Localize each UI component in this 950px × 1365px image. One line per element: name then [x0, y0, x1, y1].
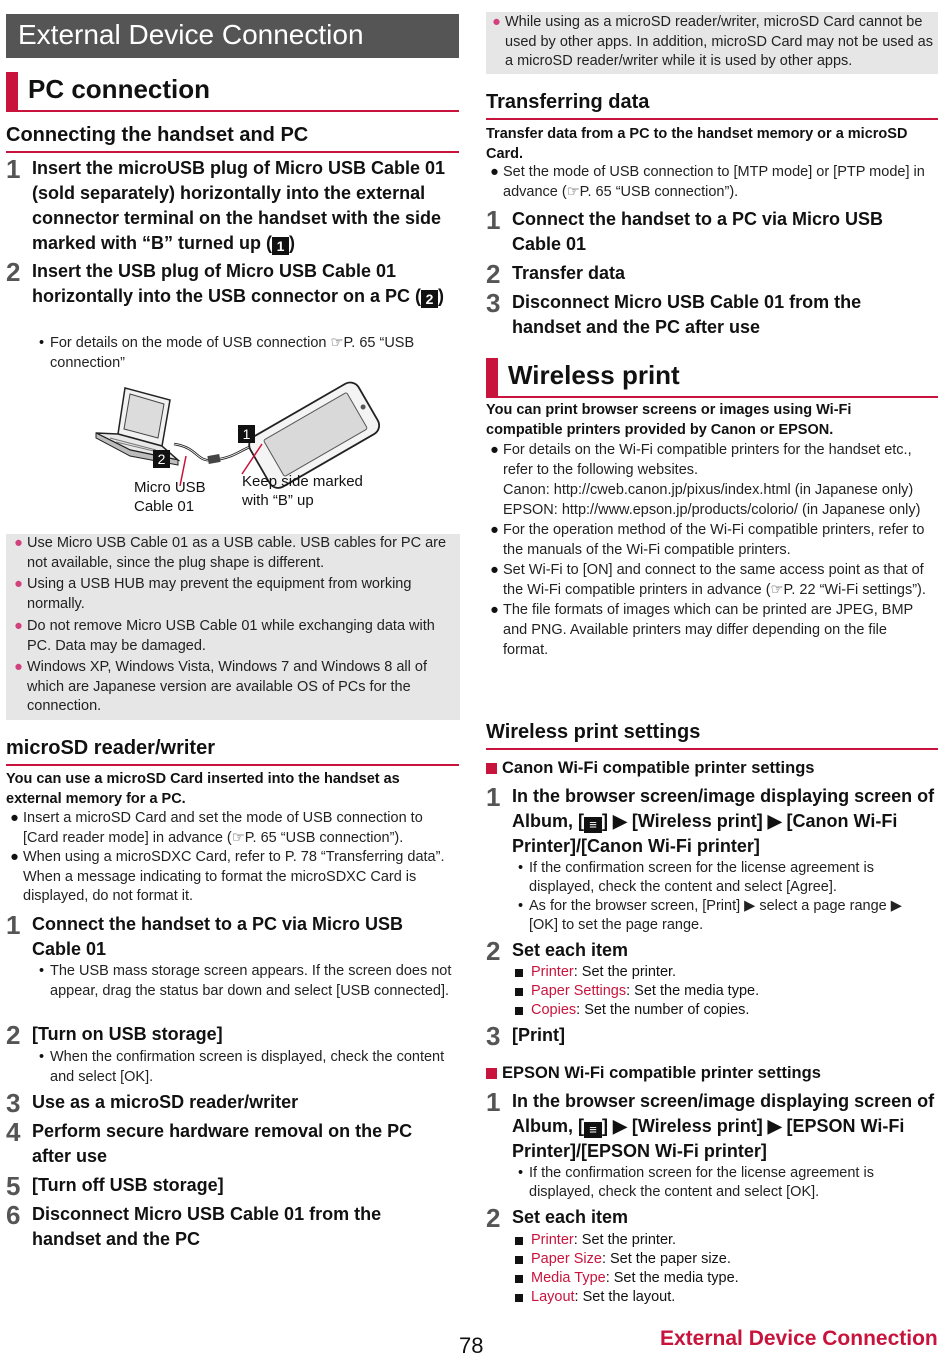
- microsd-step-2: [6, 1022, 446, 1048]
- canon-step-3: [486, 1023, 936, 1049]
- bullet-text: Insert a microSD Card and set the mode of USB connection to [Card reader mode] in advance (☞P. 65 “USB connection”).: [23, 810, 423, 846]
- microsd-step-4: [6, 1119, 446, 1169]
- setting-desc: : Set the media type.: [605, 1270, 739, 1286]
- microsd-bullets: [6, 809, 456, 907]
- transfer-step-2: [486, 261, 916, 287]
- bullet-text: Set Wi-Fi to [ON] and connect to the same access point as that of the Wi-Fi compatible printers in advance (☞P. 22 “Wi-Fi settings”).: [503, 562, 926, 598]
- subheading-wireless-settings: Wireless print settings: [486, 721, 938, 750]
- pc-step-1: [6, 156, 458, 256]
- transfer-step-3: [486, 290, 916, 340]
- bullet-line: For details on the Wi-Fi compatible printers for the handset etc., refer to the following websites.: [503, 442, 912, 478]
- subsection-text: EPSON Wi-Fi compatible printer settings: [502, 1064, 821, 1082]
- bullet-dot: •: [38, 1049, 45, 1065]
- square-marker: [515, 1007, 523, 1015]
- step-number: 2: [6, 257, 21, 287]
- step-text: [Turn off USB storage]: [32, 1175, 224, 1195]
- menu-icon: ≡: [584, 817, 602, 833]
- step-text: [512, 1089, 936, 1164]
- step-text: [512, 784, 936, 859]
- bullet-dot: •: [38, 963, 45, 979]
- step-text: Set each item: [512, 1207, 629, 1227]
- step-text-post: ] ▶ [Wireless print] ▶ [Canon Wi-Fi Printer]/[Canon Wi-Fi printer]: [512, 811, 898, 856]
- pc-notes-box: [6, 534, 460, 720]
- bullet-dot: ●: [14, 576, 23, 592]
- square-marker: [515, 988, 523, 996]
- step-number: 6: [6, 1200, 21, 1230]
- bullet-dot: ●: [10, 810, 19, 826]
- section-heading-wireless-print: [486, 358, 938, 398]
- step-number: 2: [486, 936, 501, 966]
- page-number: 78: [459, 1333, 484, 1358]
- bullet-dot: ●: [14, 659, 23, 675]
- bullet-dot: ●: [490, 602, 499, 618]
- step-number: 2: [6, 1020, 21, 1050]
- section-marker: [6, 72, 18, 110]
- step-number: 1: [486, 205, 501, 235]
- setting-desc: : Set the paper size.: [601, 1251, 731, 1267]
- epson-step-1: [486, 1089, 936, 1164]
- note-text: Do not remove Micro USB Cable 01 while exchanging data with PC. Data may be damaged.: [27, 618, 435, 654]
- note-text: Using a USB HUB may prevent the equipment from working normally.: [27, 576, 412, 612]
- setting-desc: : Set the printer.: [573, 1232, 677, 1248]
- square-marker: [486, 1068, 497, 1079]
- setting-item: [513, 1231, 933, 1250]
- subsection-text: Canon Wi-Fi compatible printer settings: [502, 759, 815, 777]
- bullet-text: Set the mode of USB connection to [MTP mode] or [PTP mode] in advance (☞P. 65 “USB connection”).: [503, 164, 925, 200]
- note-text: If the confirmation screen for the license agreement is displayed, check the content and select [OK].: [529, 1165, 874, 1200]
- section-title: PC connection: [28, 74, 211, 104]
- step-number: 2: [486, 259, 501, 289]
- canon-url: Canon: http://cweb.canon.jp/pixus/index.html (in Japanese only): [503, 482, 914, 498]
- bullet-text: When using a microSDXC Card, refer to P. 78 “Transferring data”. When a message indicating to format the microSDXC Card is displayed, do not format it.: [23, 849, 445, 904]
- bullet-dot: •: [517, 860, 524, 876]
- setting-desc: : Set the printer.: [573, 964, 677, 980]
- chapter-title-bar: [6, 14, 459, 58]
- bullet-dot: ●: [492, 14, 501, 30]
- pc-step-2: [6, 259, 446, 309]
- step-text: Use as a microSD reader/writer: [32, 1092, 299, 1112]
- setting-desc: : Set the media type.: [626, 983, 760, 999]
- epson-step-1-note: [512, 1164, 932, 1202]
- setting-key: Media Type: [531, 1270, 606, 1286]
- bullet-dot: ●: [490, 562, 499, 578]
- subheading-transferring: Transferring data: [486, 91, 938, 120]
- microsd-lead: You can use a microSD Card inserted into the handset as external memory for a PC.: [6, 771, 400, 807]
- bullet-dot: ●: [490, 442, 499, 458]
- bullet-dot: ●: [490, 522, 499, 538]
- transferring-bullet: [486, 163, 936, 202]
- transfer-step-1: [486, 207, 916, 257]
- badge-1: 1: [272, 237, 289, 255]
- note-text: The USB mass storage screen appears. If the screen does not appear, drag the status bar down and select [USB connected].: [50, 963, 452, 999]
- bullet-text: [503, 440, 936, 520]
- step-text: Disconnect Micro USB Cable 01 from the handset and the PC after use: [512, 292, 862, 337]
- step-text-pre: In the browser screen/image displaying screen of Album, [: [512, 1091, 935, 1136]
- section-title: Wireless print: [508, 360, 680, 390]
- bullet-text: The file formats of images which can be printed are JPEG, BMP and PNG. Available printers may differ depending on the file format.: [503, 602, 913, 658]
- note-text: Use Micro USB Cable 01 as a USB cable. USB cables for PC are not available, since the plug shape is different.: [27, 535, 447, 571]
- canon-step-1: [486, 784, 936, 859]
- bullet-dot: •: [517, 1165, 524, 1181]
- setting-item: [513, 982, 933, 1001]
- step-text: Set each item: [512, 940, 629, 960]
- wireless-lead: You can print browser screens or images using Wi-Fi compatible printers provided by Canon or EPSON.: [486, 402, 852, 438]
- step-number: 3: [6, 1088, 21, 1118]
- microsd-step-2-note: [33, 1048, 453, 1087]
- setting-item: [513, 963, 933, 982]
- step-number: 1: [6, 154, 21, 184]
- square-marker: [515, 1237, 523, 1245]
- step-text: Disconnect Micro USB Cable 01 from the handset and the PC: [32, 1204, 382, 1249]
- setting-desc: : Set the layout.: [574, 1289, 676, 1305]
- step-text: [32, 259, 446, 309]
- microsd-step-3: [6, 1090, 446, 1116]
- canon-settings-title: [486, 759, 936, 778]
- step-text-pre: In the browser screen/image displaying screen of Album, [: [512, 786, 935, 831]
- setting-item: [513, 1288, 933, 1307]
- step-body: Insert the microUSB plug of Micro USB Cable 01 (sold separately) horizontally into the external connector terminal on the handset with the side marked with “B” turned up (: [32, 158, 446, 253]
- figure-label-cable: Micro USB Cable 01: [134, 479, 206, 515]
- step-number: 1: [6, 910, 21, 940]
- epson-settings-list: [513, 1231, 933, 1307]
- bullet-dot: ●: [10, 849, 19, 865]
- subheading-microsd: microSD reader/writer: [6, 737, 459, 766]
- step-number: 3: [486, 1021, 501, 1051]
- step-number: 4: [6, 1117, 21, 1147]
- step-text: Connect the handset to a PC via Micro USB Cable 01: [512, 209, 884, 254]
- step-body: Insert the USB plug of Micro USB Cable 01 horizontally into the USB connector on a PC (: [32, 261, 422, 306]
- bullet-dot: •: [38, 335, 45, 351]
- square-marker: [515, 969, 523, 977]
- step-number: 2: [486, 1203, 501, 1233]
- microsd-caution-box: [486, 12, 938, 74]
- step-text: Transfer data: [512, 263, 626, 283]
- bullet-dot: ●: [490, 164, 499, 180]
- setting-key: Copies: [531, 1002, 577, 1018]
- setting-item: [513, 1001, 933, 1020]
- chapter-title: External Device Connection: [18, 19, 364, 50]
- step-text: [32, 156, 458, 256]
- note-text: When the confirmation screen is displayed, check the content and select [OK].: [50, 1049, 445, 1085]
- epson-url: EPSON: http://www.epson.jp/products/colorio/ (in Japanese only): [503, 502, 921, 518]
- step-number: 1: [486, 782, 501, 812]
- epson-step-2: [486, 1205, 936, 1231]
- step-text: [Turn on USB storage]: [32, 1024, 223, 1044]
- canon-step-2: [486, 938, 936, 964]
- square-marker: [515, 1294, 523, 1302]
- step-number: 1: [486, 1087, 501, 1117]
- wireless-bullets: [486, 440, 936, 660]
- setting-desc: : Set the number of copies.: [576, 1002, 750, 1018]
- setting-key: Printer: [531, 1232, 574, 1248]
- step-text: Perform secure hardware removal on the PC after use: [32, 1121, 413, 1166]
- note-text: If the confirmation screen for the license agreement is displayed, check the content and select [Agree].: [529, 860, 874, 895]
- step-text-post: ] ▶ [Wireless print] ▶ [EPSON Wi-Fi Printer]/[EPSON Wi-Fi printer]: [512, 1116, 905, 1161]
- square-marker: [515, 1275, 523, 1283]
- menu-icon: ≡: [584, 1122, 602, 1138]
- note-text: Windows XP, Windows Vista, Windows 7 and Windows 8 all of which are Japanese version are available OS of PCs for the connection.: [27, 659, 427, 714]
- square-marker: [486, 763, 497, 774]
- step-number: 5: [6, 1171, 21, 1201]
- setting-item: [513, 1269, 933, 1288]
- pc-step-2-note: [33, 334, 453, 373]
- section-marker: [486, 358, 498, 396]
- badge-2: 2: [421, 290, 438, 308]
- bullet-dot: ●: [14, 618, 23, 634]
- step-tail: ): [438, 286, 445, 306]
- microsd-step-1: [6, 912, 446, 962]
- bullet-dot: ●: [14, 535, 23, 551]
- setting-item: [513, 1250, 933, 1269]
- subheading-connecting: Connecting the handset and PC: [6, 124, 459, 153]
- note-text: While using as a microSD reader/writer, microSD Card cannot be used by other apps. In addition, microSD Card may not be used as a microSD reader/writer while it is used by other apps.: [505, 14, 933, 69]
- step-number: 3: [486, 288, 501, 318]
- setting-key: Layout: [531, 1289, 575, 1305]
- step-tail: ): [289, 233, 296, 253]
- setting-key: Paper Size: [531, 1251, 602, 1267]
- setting-key: Printer: [531, 964, 574, 980]
- figure-badge-1: 1: [238, 425, 255, 443]
- bullet-text: For the operation method of the Wi-Fi compatible printers, refer to the manuals of the Wi-Fi compatible printers.: [503, 522, 925, 558]
- step-text: [Print]: [512, 1025, 565, 1045]
- canon-settings-list: [513, 963, 933, 1020]
- figure-badge-2: 2: [153, 450, 170, 468]
- canon-step-1-notes: [512, 859, 932, 935]
- section-heading-pc-connection: [6, 72, 459, 112]
- figure-label-keep-side: Keep side marked with “B” up: [242, 473, 363, 509]
- microsd-step-5: [6, 1173, 446, 1199]
- square-marker: [515, 1256, 523, 1264]
- step-text: Connect the handset to a PC via Micro USB Cable 01: [32, 914, 404, 959]
- setting-key: Paper Settings: [531, 983, 627, 999]
- epson-settings-title: [486, 1064, 936, 1083]
- microsd-step-6: [6, 1202, 446, 1252]
- note-text: For details on the mode of USB connection ☞P. 65 “USB connection”: [50, 335, 415, 371]
- microsd-step-1-note: [33, 962, 453, 1001]
- transferring-lead: Transfer data from a PC to the handset memory or a microSD Card.: [486, 126, 908, 162]
- bullet-dot: •: [517, 898, 524, 914]
- note-text: As for the browser screen, [Print] ▶ select a page range ▶ [OK] to set the page range.: [529, 898, 902, 933]
- footer-chapter-title: External Device Connection: [660, 1327, 938, 1350]
